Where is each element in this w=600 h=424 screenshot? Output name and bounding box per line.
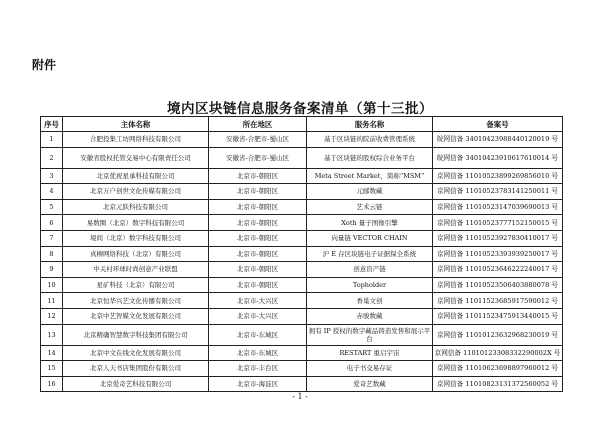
region-cell: 北京市-东城区 xyxy=(209,345,307,361)
header-index: 序号 xyxy=(41,117,63,132)
table-row xyxy=(41,324,563,345)
region-cell: 北京市-朝阳区 xyxy=(209,215,307,231)
record-number-cell: 京网信备 11010523783141250011 号 xyxy=(433,184,563,200)
entity-name-cell: 安徽省股权托管交易中心有限责任公司 xyxy=(63,147,209,168)
table-row xyxy=(41,132,563,148)
header-entity-name: 主体名称 xyxy=(63,117,209,132)
row-index-cell: 4 xyxy=(41,184,63,200)
row-index-cell: 11 xyxy=(41,293,63,309)
region-cell: 北京市-朝阳区 xyxy=(209,246,307,262)
entity-name-cell: 境间（北京）数字科技有限公司 xyxy=(63,230,209,246)
region-cell: 北京市-大兴区 xyxy=(209,293,307,309)
record-number-cell: 皖网信备 34010423910617610014 号 xyxy=(433,147,563,168)
entity-name-cell: 北京中艺智媒文化发展有限公司 xyxy=(63,308,209,324)
record-number-cell: 京网信备 11011523475913440015 号 xyxy=(433,308,563,324)
record-number-cell: 京网信备 11010523927830410017 号 xyxy=(433,230,563,246)
table-row xyxy=(41,147,563,168)
service-name-cell: 基于区块链的院前收费管理系统 xyxy=(307,132,433,148)
row-index-cell: 10 xyxy=(41,277,63,293)
record-number-cell: 京网信备 11010623698897960012 号 xyxy=(433,361,563,377)
entity-name-cell: 北京元跃科技有限公司 xyxy=(63,199,209,215)
row-index-cell: 9 xyxy=(41,262,63,278)
record-number-cell: 京网信备 11011523685917590012 号 xyxy=(433,293,563,309)
row-index-cell: 13 xyxy=(41,324,63,345)
record-number-cell: 京网信备 11010123308332290002X 号 xyxy=(433,345,563,361)
table-row xyxy=(41,168,563,184)
entity-name-cell: 北京精确智慧数字科技集团有限公司 xyxy=(63,324,209,345)
header-region: 所在地区 xyxy=(209,117,307,132)
service-name-cell: 艺术云链 xyxy=(307,199,433,215)
entity-name-cell: 北京爱奇艺科技有限公司 xyxy=(63,376,209,392)
entity-name-cell: 真柳网络科技（北京）有限公司 xyxy=(63,246,209,262)
record-number-cell: 京网信备 11010523777152150015 号 xyxy=(433,215,563,231)
region-cell: 北京市-东城区 xyxy=(209,324,307,345)
entity-name-cell: 北京优祝星承科技有限公司 xyxy=(63,168,209,184)
service-name-cell: 赤骏数藏 xyxy=(307,308,433,324)
service-name-cell: Topholder xyxy=(307,277,433,293)
table-row xyxy=(41,277,563,293)
service-name-cell: Xoth 量子图像引擎 xyxy=(307,215,433,231)
region-cell: 北京市-朝阳区 xyxy=(209,184,307,200)
record-number-cell: 皖网信备 34010423988440120019 号 xyxy=(433,132,563,148)
service-name-cell: 香巢文创 xyxy=(307,293,433,309)
entity-name-cell: 北京恒华兴艺文化传播有限公司 xyxy=(63,293,209,309)
service-name-cell: 电子书交易存证 xyxy=(307,361,433,377)
entity-name-cell: 合肥投集工坊网络科技有限公司 xyxy=(63,132,209,148)
entity-name-cell: 易数圈（北京）数字科技有限公司 xyxy=(63,215,209,231)
document-title: 境内区块链信息服务备案清单（第十三批） xyxy=(167,101,433,117)
region-cell: 北京市-朝阳区 xyxy=(209,262,307,278)
entity-name-cell: 北京人天书店集团股份有限公司 xyxy=(63,361,209,377)
region-cell: 北京市-朝阳区 xyxy=(209,168,307,184)
region-cell: 北京市-海淀区 xyxy=(209,376,307,392)
service-name-cell: 元邮数藏 xyxy=(307,184,433,200)
record-number-cell: 京网信备 11010823131372560052 号 xyxy=(433,376,563,392)
table-row xyxy=(41,376,563,392)
row-index-cell: 14 xyxy=(41,345,63,361)
row-index-cell: 2 xyxy=(41,147,63,168)
record-number-cell: 京网信备 11010523506403880078 号 xyxy=(433,277,563,293)
row-index-cell: 6 xyxy=(41,215,63,231)
row-index-cell: 15 xyxy=(41,361,63,377)
table-row xyxy=(41,199,563,215)
region-cell: 北京市-丰台区 xyxy=(209,361,307,377)
service-name-cell: 向量链 VECTOR CHAIN xyxy=(307,230,433,246)
service-name-cell: 创意资产链 xyxy=(307,262,433,278)
region-cell: 北京市-大兴区 xyxy=(209,308,307,324)
service-name-cell: 基于区块链的股权综合业务平台 xyxy=(307,147,433,168)
service-name-cell: RESTART 重启宇宙 xyxy=(307,345,433,361)
table-row xyxy=(41,262,563,278)
region-cell: 北京市-朝阳区 xyxy=(209,199,307,215)
table-row xyxy=(41,308,563,324)
table-row xyxy=(41,230,563,246)
record-number-cell: 京网信备 11010123632968230019 号 xyxy=(433,324,563,345)
row-index-cell: 8 xyxy=(41,246,63,262)
service-name-cell: 拥有 IP 授权的数字藏品铸造发售和展示平台 xyxy=(307,324,433,345)
table-body xyxy=(41,132,563,392)
page-number: - 1 - xyxy=(292,392,308,401)
row-index-cell: 5 xyxy=(41,199,63,215)
region-cell: 安徽省-合肥市-蜀山区 xyxy=(209,147,307,168)
header-record-number: 备案号 xyxy=(433,117,563,132)
table-header-row xyxy=(41,117,563,132)
row-index-cell: 7 xyxy=(41,230,63,246)
region-cell: 北京市-朝阳区 xyxy=(209,277,307,293)
attachment-label: 附件 xyxy=(32,58,57,72)
row-index-cell: 12 xyxy=(41,308,63,324)
record-number-cell: 京网信备 11010523147039690013 号 xyxy=(433,199,563,215)
registry-table xyxy=(40,116,563,392)
table-row xyxy=(41,361,563,377)
region-cell: 北京市-朝阳区 xyxy=(209,230,307,246)
entity-name-cell: 北京中文在线文化发展有限公司 xyxy=(63,345,209,361)
region-cell: 安徽省-合肥市-蜀山区 xyxy=(209,132,307,148)
table-row xyxy=(41,345,563,361)
record-number-cell: 京网信备 11010523393939250017 号 xyxy=(433,246,563,262)
header-service-name: 服务名称 xyxy=(307,117,433,132)
table-row xyxy=(41,184,563,200)
row-index-cell: 16 xyxy=(41,376,63,392)
row-index-cell: 3 xyxy=(41,168,63,184)
service-name-cell: 爱奇艺数藏 xyxy=(307,376,433,392)
record-number-cell: 京网信备 11010523646222240017 号 xyxy=(433,262,563,278)
entity-name-cell: 北京万户创世文化传媒有限公司 xyxy=(63,184,209,200)
row-index-cell: 1 xyxy=(41,132,63,148)
entity-name-cell: 星矿科技（北京）有限公司 xyxy=(63,277,209,293)
record-number-cell: 京网信备 11010523899269856010 号 xyxy=(433,168,563,184)
entity-name-cell: 中关村环球时尚创意产业联盟 xyxy=(63,262,209,278)
service-name-cell: 沪 E 存区块链电子证据保全系统 xyxy=(307,246,433,262)
service-name-cell: Meta Street Market，简称“MSM” xyxy=(307,168,433,184)
table-row xyxy=(41,246,563,262)
table-row xyxy=(41,293,563,309)
table-row xyxy=(41,215,563,231)
